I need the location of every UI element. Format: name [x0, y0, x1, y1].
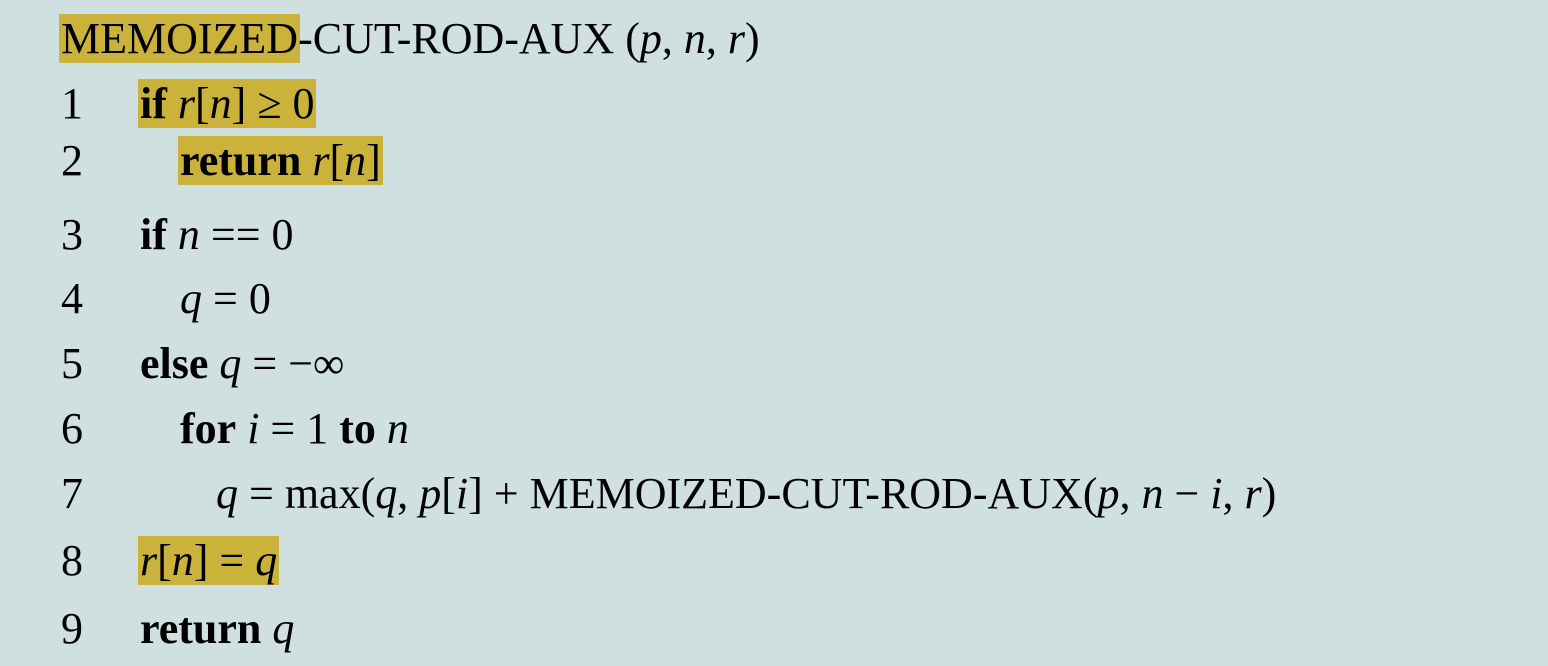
- var-q: q: [219, 339, 242, 388]
- param-r: r: [727, 14, 746, 63]
- line-body: [140, 77, 314, 131]
- header-highlight: MEMOIZED: [61, 14, 299, 63]
- var-p: p: [1097, 469, 1120, 518]
- var-r: r: [177, 79, 196, 128]
- bracket: ]: [366, 136, 381, 185]
- procedure-header: [61, 11, 760, 67]
- comparison: ] ≥ 0: [231, 79, 315, 128]
- line-number: 7: [61, 469, 83, 518]
- var-i: i: [455, 469, 469, 518]
- assignment: ] =: [193, 536, 256, 585]
- line-body: [180, 402, 409, 456]
- keyword-return: return: [180, 136, 302, 185]
- keyword-if: if: [140, 79, 167, 128]
- line-body: [140, 534, 277, 588]
- var-n: n: [344, 136, 367, 185]
- bracket: [: [441, 469, 456, 518]
- var-q: q: [272, 604, 295, 653]
- line-body: [216, 467, 1276, 521]
- param-n: n: [683, 14, 706, 63]
- header-close-paren: ): [745, 14, 760, 63]
- keyword-return: return: [140, 604, 262, 653]
- var-r: r: [312, 136, 330, 185]
- line-body: [140, 602, 294, 656]
- var-r: r: [140, 536, 158, 585]
- header-name-rest: -CUT-ROD-AUX (: [298, 14, 640, 63]
- bracket: [: [157, 536, 172, 585]
- highlighted-check: [138, 79, 316, 128]
- max-call: = max(: [249, 469, 376, 518]
- bracket: [: [195, 79, 210, 128]
- highlighted-return: [178, 136, 383, 185]
- param-p: p: [639, 14, 662, 63]
- line-number: 8: [61, 536, 83, 585]
- line-body: [140, 208, 294, 262]
- line-body: [180, 134, 381, 188]
- var-p: p: [419, 469, 442, 518]
- range-start: = 1: [270, 404, 329, 453]
- comparison: == 0: [210, 210, 294, 259]
- minus: −: [1163, 469, 1211, 518]
- var-q: q: [375, 469, 398, 518]
- comma: ,: [1119, 469, 1142, 518]
- line-number: 6: [61, 404, 83, 453]
- var-q: q: [255, 536, 278, 585]
- var-r: r: [1244, 469, 1262, 518]
- assignment: = 0: [213, 274, 271, 323]
- comma: ,: [1222, 469, 1245, 518]
- line-number: 2: [61, 136, 83, 185]
- var-i: i: [1210, 469, 1223, 518]
- var-n: n: [171, 536, 194, 585]
- close-paren: ): [1261, 469, 1277, 518]
- header-comma: ,: [705, 14, 728, 63]
- line-number: 1: [61, 79, 83, 128]
- line-number: 9: [61, 604, 83, 653]
- var-n: n: [1141, 469, 1164, 518]
- var-i: i: [247, 404, 260, 453]
- bracket: [: [329, 136, 345, 185]
- assignment: = −∞: [252, 339, 345, 388]
- header-comma: ,: [661, 14, 684, 63]
- var-q: q: [216, 469, 238, 518]
- keyword-if: if: [140, 210, 167, 259]
- line-number: 5: [61, 339, 83, 388]
- var-q: q: [180, 274, 202, 323]
- var-n: n: [386, 404, 409, 453]
- comma: ,: [397, 469, 420, 518]
- var-n: n: [177, 210, 200, 259]
- recursive-call: ] + MEMOIZED-CUT-ROD-AUX(: [468, 469, 1098, 518]
- keyword-to: to: [339, 404, 376, 453]
- highlighted-store: [138, 536, 279, 585]
- keyword-for: for: [180, 404, 237, 453]
- keyword-else: else: [140, 339, 209, 388]
- line-body: [140, 337, 344, 391]
- line-body: [180, 272, 271, 326]
- line-number: 4: [61, 274, 83, 323]
- var-n: n: [209, 79, 232, 128]
- line-number: 3: [61, 210, 83, 259]
